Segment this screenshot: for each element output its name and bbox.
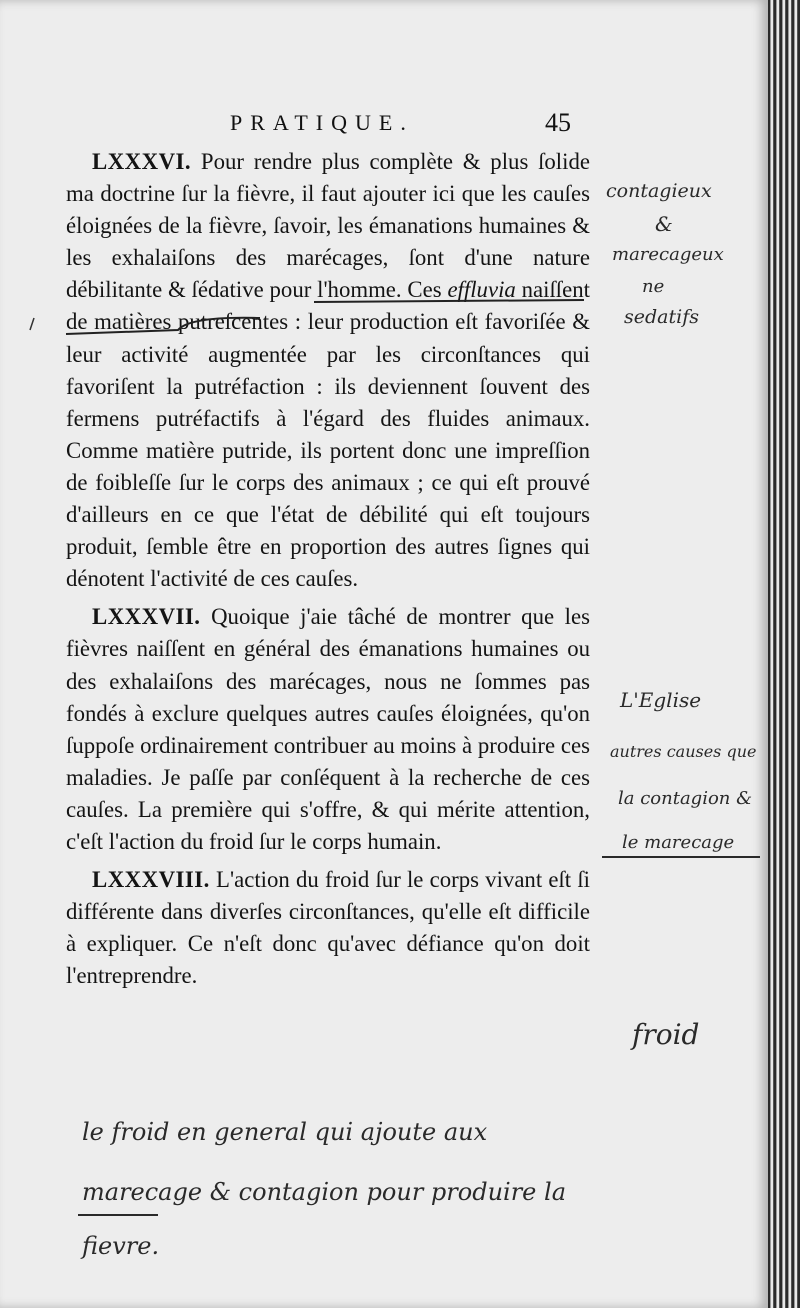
handwritten-line: contagieux bbox=[606, 180, 712, 202]
paragraph-text: Pour rendre plus complète & plus ſolide ma doctrine ſur la fièvre, il faut ajouter ici que les cauſes éloignées de la fièvre, ſavoir, les émanations humaines & les exhalaiſons des marécages, ſont d'une nature débilitante & ſédative pour l'homme. Ces bbox=[66, 149, 590, 303]
handwritten-line: sedatifs bbox=[624, 306, 699, 328]
handwritten-underline bbox=[78, 1214, 158, 1216]
handwritten-underline bbox=[602, 856, 760, 858]
page-number: 45 bbox=[545, 108, 571, 137]
marginal-note-3: froid bbox=[632, 1018, 700, 1051]
handwritten-line: la contagion & bbox=[618, 788, 753, 809]
handwritten-line: le marecage bbox=[622, 832, 735, 853]
margin-stroke bbox=[30, 318, 34, 330]
body-text bbox=[66, 146, 590, 998]
paragraph-text: Quoique j'aie tâché de montrer que les fièvres naiſſent en général des émanations humaines ou des exhalaiſons des marécages, nous ne ſommes pas fondés à exclure quelques autres cauſes éloignées, qu'on ſuppoſe ordinairement contribuer au moins à produire ces maladies. Je paſſe par conſéquent à la recherche de ces cauſes. La première qui s'offre, & qui mérite attention, c'eſt l'action du froid ſur le corps humain. bbox=[66, 604, 590, 854]
paragraph-lxxxvi bbox=[66, 146, 590, 595]
paragraph-text-cont: naiſſent de matières putreſcentes : leur production eſt favoriſée & leur activité augmentée par les circonſtances qui favoriſent la putréfaction : ils deviennent ſouvent des fermens putréfactifs à l'égard des fluides animaux. Comme matière putride, ils portent donc une impreſſion de foibleſſe ſur le corps des animaux ; ce qui eſt prouvé d'ailleurs en ce que l'état de débilité qui eſt toujours produit, ſemble être en proportion des autres ſignes qui dénotent l'activité de ces cauſes. bbox=[66, 277, 590, 592]
handwritten-line: L'Eglise bbox=[620, 688, 702, 712]
handwritten-line: fievre. bbox=[82, 1232, 160, 1260]
page-header bbox=[0, 110, 768, 140]
paragraph-lxxxvii bbox=[66, 601, 590, 858]
handwritten-line: le froid en general qui ajoute aux bbox=[82, 1118, 488, 1146]
section-number: LXXXVIII. bbox=[92, 867, 210, 893]
handwritten-line: autres causes que bbox=[610, 742, 757, 761]
handwritten-line: marecage & contagion pour produire la bbox=[82, 1178, 566, 1206]
running-head: PRATIQUE. bbox=[230, 110, 414, 135]
paragraph-lxxxviii bbox=[66, 864, 590, 992]
handwritten-line: ne bbox=[642, 276, 665, 297]
book-gutter bbox=[768, 0, 800, 1308]
section-number: LXXXVII. bbox=[92, 604, 201, 630]
handwritten-line: & bbox=[655, 212, 673, 236]
section-number: LXXXVI. bbox=[92, 149, 192, 174]
italic-term: effluvia bbox=[447, 277, 516, 303]
handwritten-line: marecageux bbox=[612, 244, 724, 265]
paragraph-text: L'action du froid ſur le corps vivant eſt ſi différente dans diverſes circonſtances, qu'elle eſt difficile à expliquer. Ce n'eſt donc qu'avec défiance qu'on doit l'entreprendre. bbox=[66, 867, 590, 989]
